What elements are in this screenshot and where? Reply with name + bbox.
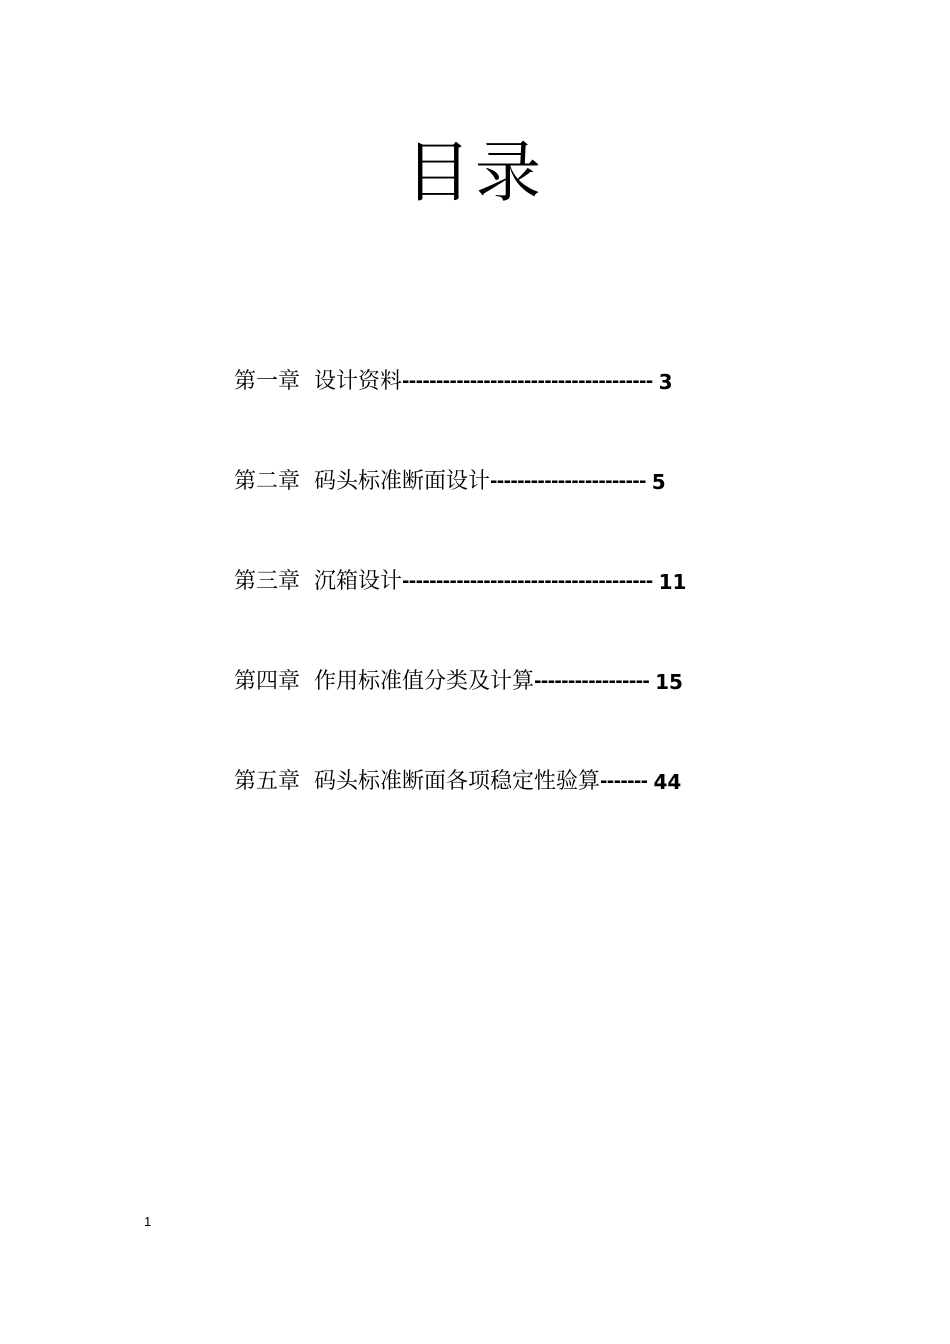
- toc-entry-chapter-5[interactable]: [234, 762, 794, 862]
- toc-leader-dashes: -----------------: [534, 671, 650, 692]
- toc-chapter-name: 码头标准断面设计: [314, 469, 491, 494]
- toc-entry-chapter-3[interactable]: [234, 562, 794, 662]
- toc-chapter-label: 第一章: [234, 369, 301, 394]
- toc-entry-chapter-4[interactable]: [234, 662, 794, 762]
- toc-chapter-name: 码头标准断面各项稳定性验算: [314, 769, 601, 794]
- toc-page-number: 44: [653, 770, 682, 794]
- toc-entry-chapter-2[interactable]: [234, 462, 794, 562]
- toc-leader-dashes: -------------------------------------: [402, 371, 653, 392]
- toc-chapter-label: 第五章: [234, 769, 301, 794]
- toc-chapter-label: 第三章: [234, 569, 301, 594]
- toc-entry-chapter-1[interactable]: [234, 362, 794, 462]
- toc-chapter-name: 设计资料: [314, 369, 403, 394]
- page-title: 目录: [405, 134, 545, 211]
- toc-page-number: 5: [651, 470, 666, 494]
- toc-chapter-name: 沉箱设计: [314, 569, 403, 594]
- toc-leader-dashes: -------: [600, 771, 648, 792]
- toc-leader-dashes: -------------------------------------: [402, 571, 653, 592]
- toc-page-number: 11: [658, 570, 687, 594]
- toc-chapter-label: 第二章: [234, 469, 301, 494]
- toc-page-number: 3: [658, 370, 673, 394]
- toc-chapter-label: 第四章: [234, 669, 301, 694]
- toc-chapter-name: 作用标准值分类及计算: [314, 669, 535, 694]
- toc-leader-dashes: -----------------------: [490, 471, 646, 492]
- page-footer-number: 1: [144, 1214, 152, 1229]
- table-of-contents: [234, 362, 794, 862]
- toc-page-number: 15: [655, 670, 683, 694]
